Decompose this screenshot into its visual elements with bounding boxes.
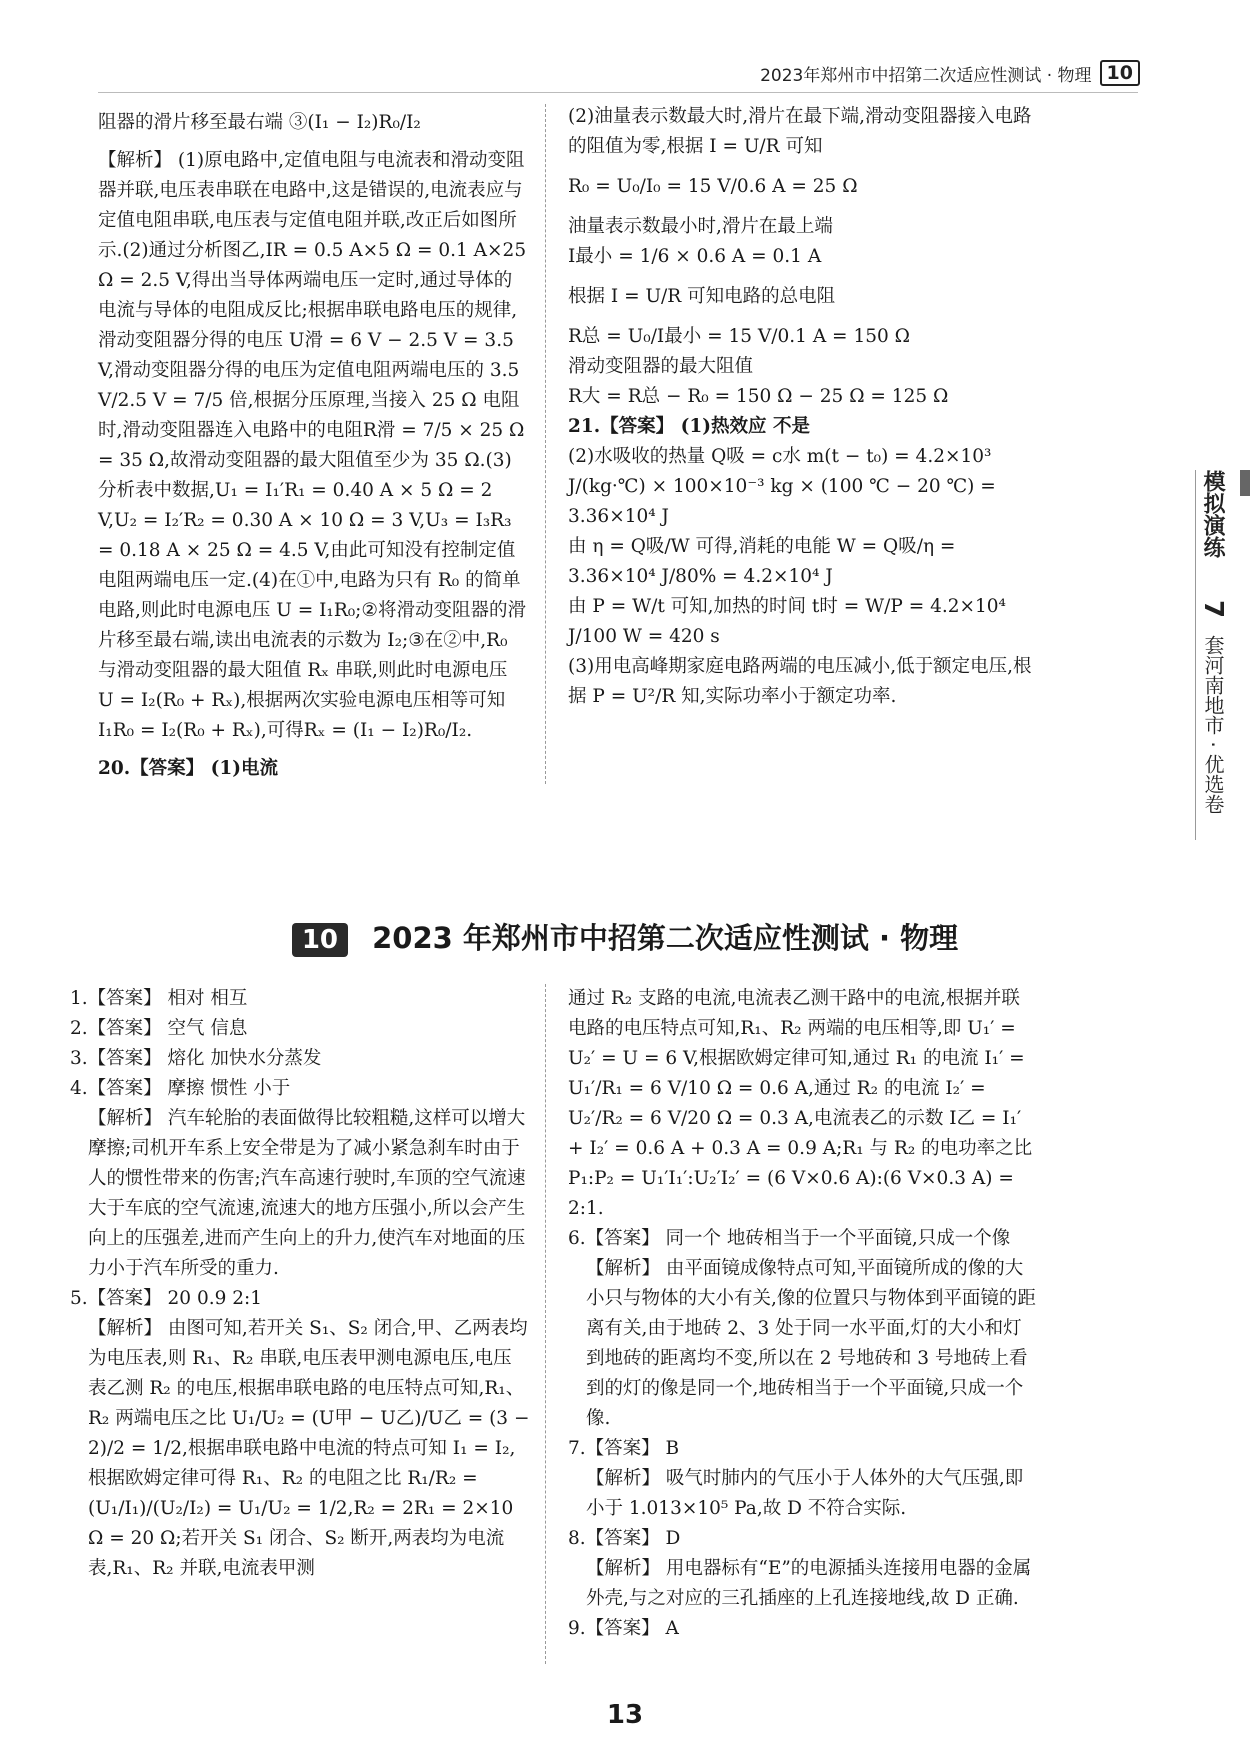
- formula-line: R大 = R总 − R₀ = 150 Ω − 25 Ω = 125 Ω: [568, 386, 949, 407]
- text-block: 油量表示数最小时,滑片在最上端: [568, 216, 833, 237]
- page-number: 13: [606, 1700, 644, 1730]
- text-block: (2)水吸收的热量 Q吸 = c水 m(t − t₀) = 4.2×10³ J/(kg·℃) × 100×10⁻³ kg × (100 ℃ − 20 ℃) = 3.36×10⁴ J: [568, 446, 996, 527]
- answer-line: 2.【答案】 空气 信息: [70, 1018, 248, 1039]
- text-block: 【解析】 (1)原电路中,定值电阻与电流表和滑动变阻器并联,电压表串联在电路中,这是错误的,电流表应与定值电阻串联,电压表与定值电阻并联,改正后如图所示.(2)通过分析图乙,IR = 0.5 A×5 Ω = 0.1 A×25 Ω = 2.5 V,得出当导体两端电压一定时,通过导体的电流与导体的电阻成反比;根据串联电路电压的规律,滑动变阻器分得的电压 U滑 = 6 V − 2.5 V = 3.5 V,滑动变阻器分得的电压为定值电阻两端电压的 3.5 V/2.5 V = 7/5 倍,根据分压原理,当接入 25 Ω 电阻时,滑动变阻器连入电路中的电阻R滑 = 7/5 × 25 Ω = 35 Ω,故滑动变阻器的最大阻值至少为 35 Ω.(3)分析表中数据,U₁ = I₁′R₁ = 0.40 A × 5 Ω = 2 V,U₂ = I₂′R₂ = 0.30 A × 10 Ω = 3 V,U₃ = I₃R₃ = 0.18 A × 25 Ω = 4.5 V,由此可知没有控制定值电阻两端电压一定.(4)在①中,电路为只有 R₀ 的简单电路,则此时电源电压 U = I₁R₀;②将滑动变阻器的滑片移至最右端,读出电流表的示数为 I₂;③在②中,R₀ 与滑动变阻器的最大阻值 Rₓ 串联,则此时电源电压 U = I₂(R₀ + Rₓ),根据两次实验电源电压相等可知 I₁R₀ = I₂(R₀ + Rₓ),可得Rₓ = (I₁ − I₂)R₀/I₂.: [98, 150, 527, 741]
- answer-line: 4.【答案】 摩擦 惯性 小于: [70, 1078, 291, 1099]
- answer-line: 8.【答案】 D: [568, 1528, 681, 1549]
- answer-line: 1.【答案】 相对 相互: [70, 988, 248, 1009]
- column-divider: [545, 984, 546, 1664]
- answer-line: 7.【答案】 B: [568, 1438, 680, 1459]
- side-tab-line2: 7: [1198, 600, 1228, 619]
- text-block: 由 η = Q吸/W 可得,消耗的电能 W = Q吸/η = 3.36×10⁴ J/80% = 4.2×10⁴ J: [568, 536, 956, 587]
- section-title: [0, 916, 1250, 957]
- text-block: 阻器的滑片移至最右端 ③(I₁ − I₂)R₀/I₂: [98, 112, 421, 133]
- answer-line: 9.【答案】 A: [568, 1618, 679, 1639]
- section-badge: 10: [292, 923, 348, 957]
- left-bottom-column: [70, 984, 530, 1584]
- answer-line: 20.【答案】 (1)电流: [98, 758, 279, 779]
- right-bottom-column: [568, 984, 1038, 1644]
- text-block: 【解析】 汽车轮胎的表面做得比较粗糙,这样可以增大摩擦;司机开车系上安全带是为了减小紧急刹车时由于人的惯性带来的伤害;汽车高速行驶时,车顶的空气流速大于车底的空气流速,流速大的地方压强小,所以会产生向上的压强差,进而产生向上的升力,使汽车对地面的压力小于汽车所受的重力.: [88, 1108, 526, 1279]
- text-block: 通过 R₂ 支路的电流,电流表乙测干路中的电流,根据并联电路的电压特点可知,R₁、R₂ 两端的电压相等,即 U₁′ = U₂′ = U = 6 V,根据欧姆定律可知,通过 R₁ 的电流 I₁′ = U₁′/R₁ = 6 V/10 Ω = 0.6 A,通过 R₂ 的电流 I₂′ = U₂′/R₂ = 6 V/20 Ω = 0.3 A,电流表乙的示数 I乙 = I₁′ + I₂′ = 0.6 A + 0.3 A = 0.9 A;R₁ 与 R₂ 的电功率之比 P₁:P₂ = U₁′I₁′:U₂′I₂′ = (6 V×0.6 A):(6 V×0.3 A) = 2:1.: [568, 988, 1033, 1219]
- section-title-text: 2023 年郑州市中招第二次适应性测试 · 物理: [372, 921, 959, 955]
- answer-line: 3.【答案】 熔化 加快水分蒸发: [70, 1048, 322, 1069]
- text-block: 【解析】 由图可知,若开关 S₁、S₂ 闭合,甲、乙两表均为电压表,则 R₁、R₂ 串联,电压表甲测电源电压,电压表乙测 R₂ 的电压,根据串联电路的电压特点可知,R₁、R₂ 两端电压之比 U₁/U₂ = (U甲 − U乙)/U乙 = (3 − 2)/2 = 1/2,根据串联电路中电流的特点可知 I₁ = I₂,根据欧姆定律可得 R₁、R₂ 的电阻之比 R₁/R₂ = (U₁/I₁)/(U₂/I₂) = U₁/U₂ = 1/2,R₂ = 2R₁ = 2×10 Ω = 20 Ω;若开关 S₁ 闭合、S₂ 断开,两表均为电流表,R₁、R₂ 并联,电流表甲测: [88, 1318, 530, 1579]
- answer-line: 6.【答案】 同一个 地砖相当于一个平面镜,只成一个像: [568, 1228, 1011, 1249]
- header-rule: [98, 92, 1138, 93]
- header-page-badge: 10: [1100, 60, 1140, 86]
- formula-line: R₀ = U₀/I₀ = 15 V/0.6 A = 25 Ω: [568, 176, 858, 197]
- answer-line: 21.【答案】 (1)热效应 不是: [568, 416, 810, 437]
- header-title: 2023年郑州市中招第二次适应性测试 · 物理: [760, 65, 1092, 86]
- text-block: 滑动变阻器的最大阻值: [568, 356, 754, 377]
- answer-line: 5.【答案】 20 0.9 2:1: [70, 1288, 263, 1309]
- text-block: (3)用电高峰期家庭电路两端的电压减小,低于额定电压,根据 P = U²/R 知,实际功率小于额定功率.: [568, 656, 1032, 707]
- text-block: 【解析】 吸气时肺内的气压小于人体外的大气压强,即小于 1.013×10⁵ Pa,故 D 不符合实际.: [586, 1468, 1024, 1519]
- right-top-column: [568, 102, 1038, 712]
- text-block: 由 P = W/t 可知,加热的时间 t时 = W/P = 4.2×10⁴ J/100 W = 420 s: [568, 596, 1006, 647]
- text-block: 根据 I = U/R 可知电路的总电阻: [568, 286, 836, 307]
- left-top-column: [98, 108, 528, 784]
- page-header: [760, 60, 1140, 86]
- formula-line: R总 = U₀/I最小 = 15 V/0.1 A = 150 Ω: [568, 326, 910, 347]
- formula-line: I最小 = 1/6 × 0.6 A = 0.1 A: [568, 246, 822, 267]
- side-tab-line3: 套河南地市 · 优选卷: [1201, 635, 1225, 815]
- text-block: 【解析】 由平面镜成像特点可知,平面镜所成的像的大小只与物体的大小有关,像的位置只与物体到平面镜的距离有关,由于地砖 2、3 处于同一水平面,灯的大小和灯到地砖的距离均不变,所以在 2 号地砖和 3 号地砖上看到的灯的像是同一个,地砖相当于一个平面镜,只成一个像.: [586, 1258, 1036, 1429]
- side-tab-line1: 模拟演练: [1200, 470, 1225, 558]
- column-divider: [545, 104, 546, 784]
- side-tab: [1160, 470, 1250, 840]
- side-tab-bar: [1240, 470, 1250, 496]
- text-block: 【解析】 用电器标有“E”的电源插头连接用电器的金属外壳,与之对应的三孔插座的上孔连接地线,故 D 正确.: [586, 1558, 1032, 1609]
- text-block: (2)油量表示数最大时,滑片在最下端,滑动变阻器接入电路的阻值为零,根据 I = U/R 可知: [568, 106, 1032, 157]
